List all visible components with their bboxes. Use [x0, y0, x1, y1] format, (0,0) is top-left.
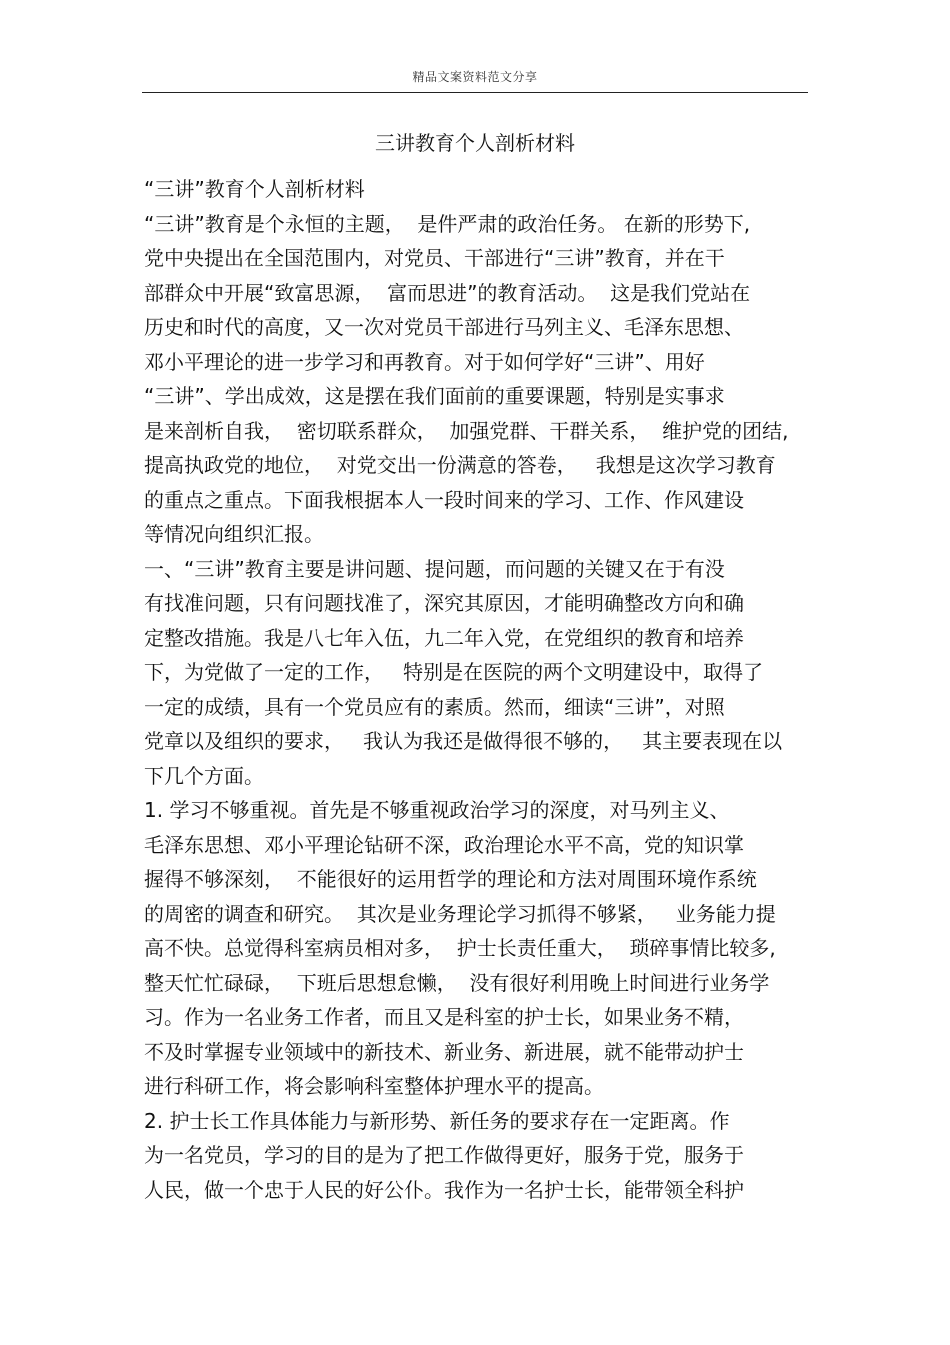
- body-line: 为一名党员，学习的目的是为了把工作做得更好，服务于党，服务于: [144, 1143, 744, 1167]
- body-line: 毛泽东思想、邓小平理论钻研不深，政治理论水平不高，党的知识掌: [144, 832, 744, 857]
- body-line: “三讲”教育是个永恒的主题， 是件严肃的政治任务。 在新的形势下,: [144, 211, 751, 236]
- document-body: [144, 172, 808, 1207]
- body-line: 部群众中开展“致富思源， 富而思进”的教育活动。 这是我们党站在: [144, 280, 751, 305]
- body-line: 党章以及组织的要求， 我认为我还是做得很不够的， 其主要表现在以: [144, 729, 783, 753]
- body-line: 习。作为一名业务工作者，而且又是科室的护士长，如果业务不精，: [144, 1005, 744, 1029]
- body-line: 邓小平理论的进一步学习和再教育。对于如何学好“三讲”、用好: [144, 349, 705, 374]
- page-header: [142, 66, 808, 93]
- body-line: 握得不够深刻， 不能很好的运用哲学的理论和方法对周围环境作系统: [144, 867, 757, 891]
- body-line: 下，为党做了一定的工作， 特别是在医院的两个文明建设中，取得了: [144, 660, 764, 684]
- body-line: 一定的成绩，具有一个党员应有的素质。然而，细读“三讲”，对照: [144, 694, 725, 719]
- body-line: 一、“三讲”教育主要是讲问题、提问题，而问题的关键又在于有没: [144, 556, 725, 581]
- body-line: 是来剖析自我， 密切联系群众， 加强党群、干群关系， 维护党的团结,: [144, 418, 789, 443]
- body-line: 有找准问题，只有问题找准了，深究其原因，才能明确整改方向和确: [144, 591, 744, 615]
- body-line: 等情况向组织汇报。: [144, 522, 324, 546]
- document-title: 三讲教育个人剖析材料: [375, 131, 575, 155]
- body-line: 定整改措施。我是八七年入伍，九二年入党，在党组织的教育和培养: [144, 625, 744, 650]
- body-line: “三讲”教育个人剖析材料: [144, 177, 365, 201]
- body-line: 高不快。总觉得科室病员相对多， 护士长责任重大， 琐碎事情比较多,: [144, 936, 776, 960]
- body-line: 下几个方面。: [144, 763, 264, 788]
- body-line: 历史和时代的高度，又一次对党员干部进行马列主义、毛泽东思想、: [144, 315, 744, 339]
- body-line: 的周密的调查和研究。 其次是业务理论学习抓得不够紧， 业务能力提: [144, 901, 776, 926]
- body-line: 人民，做一个忠于人民的好公仆。我作为一名护士长，能带领全科护: [144, 1177, 744, 1202]
- body-line: 提高执政党的地位， 对党交出一份满意的答卷， 我想是这次学习教育: [144, 453, 776, 477]
- body-line: 的重点之重点。下面我根据本人一段时间来的学习、工作、作风建设: [144, 487, 744, 512]
- body-line: 进行科研工作，将会影响科室整体护理水平的提高。: [144, 1074, 604, 1098]
- body-line: 1. 学习不够重视。首先是不够重视政治学习的深度，对马列主义、: [144, 798, 730, 822]
- body-line: 不及时掌握专业领域中的新技术、新业务、新进展，就不能带动护士: [144, 1039, 744, 1064]
- body-line: 党中央提出在全国范围内，对党员、干部进行“三讲”教育，并在干: [144, 246, 725, 270]
- body-line: 整天忙忙碌碌， 下班后思想怠懒， 没有很好利用晚上时间进行业务学: [144, 970, 770, 995]
- header-text: 精品文案资料范文分享: [412, 70, 538, 84]
- body-line: “三讲”、学出成效，这是摆在我们面前的重要课题，特别是实事求: [144, 384, 725, 408]
- body-line: 2. 护士长工作具体能力与新形势、新任务的要求存在一定距离。作: [144, 1108, 730, 1133]
